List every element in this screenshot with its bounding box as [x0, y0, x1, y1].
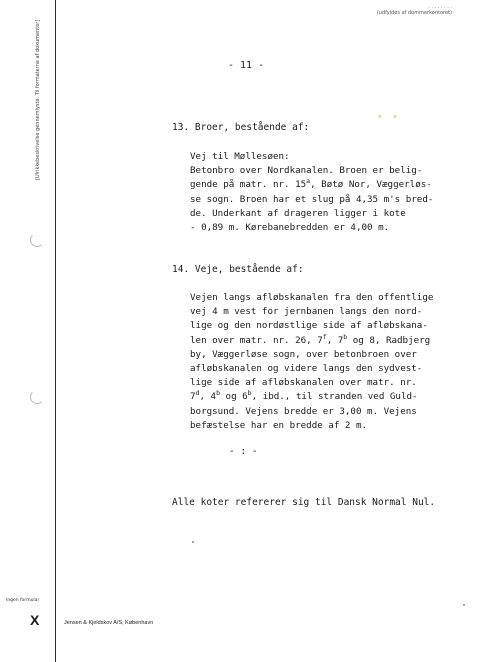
speck: [192, 541, 194, 543]
bottom-left-label: Ingen formular: [6, 598, 40, 603]
text-line: afløbskanalen og videre langs den sydvest-: [190, 363, 423, 375]
section-14-body: [190, 291, 433, 433]
text-line: de. Underkant af drageren ligger i kote: [190, 207, 406, 219]
text-line: Betonbro over Nordkanalen. Broen er belig-: [190, 165, 423, 177]
top-right-note: [377, 4, 452, 16]
speck: [463, 604, 465, 606]
top-right-dots: . . . . . . . .: [428, 4, 452, 10]
top-right-caption: (udfyldes af dommerkontoret): [376, 10, 452, 16]
punch-hole-mark: [30, 233, 44, 247]
page-number: - 11 -: [228, 60, 265, 71]
margin-vertical-note: [Ulrikkebeskrivelse gennemlyste. Til formaterne af dokumenter]: [35, 19, 41, 180]
text-line: lige side af afløbskanalen over matr. nr.: [190, 377, 417, 389]
printer-imprint: Jensen & Kjeldskov A/S, København: [64, 620, 154, 626]
section-13-body: [190, 150, 433, 235]
separator: - : -: [229, 446, 258, 457]
text-line: vej 4 m vest for jernbanen langs den nord-: [190, 306, 423, 318]
text-line: len over matr. nr. 26, 7$^f$, 7$^b$ og 8, Radbjerg: [190, 332, 431, 346]
text-line: lige og den nordøstlige side af afløbskana-: [190, 320, 428, 332]
footer-note: Alle koter refererer sig til Dansk Normal Nul.: [172, 497, 436, 508]
text-line: borgsund. Vejens bredde er 3,00 m. Vejens: [190, 405, 417, 417]
text-line: 7$^d$, 4$^b$ og 6$^b$, ibd., til stranden ved Guld-: [190, 389, 418, 403]
text-line: Vejen langs afløbskanalen fra den offentlige: [190, 292, 434, 303]
margin-line: [55, 0, 56, 662]
text-line: se sogn. Broen har et slug på 4,35 m's bred-: [190, 193, 434, 205]
punch-hole-mark: [30, 390, 44, 404]
text-line: by, Væggerløse sogn, over betonbroen over: [190, 348, 417, 360]
text-line: Vej til Møllesøen:: [190, 151, 290, 162]
text-line: - 0,89 m. Kørebanebredden er 4,00 m.: [190, 222, 390, 234]
faint-stamp: ● ●: [378, 113, 401, 120]
section-14-heading: 14. Veje, bestående af:: [172, 264, 304, 275]
text-line: befæstelse har en bredde af 2 m.: [190, 419, 368, 431]
text-line: gende på matr. nr. 15$^a$, Bøtø Nor, Væggerløs-: [190, 177, 432, 191]
x-mark: X: [30, 612, 40, 628]
section-13-heading: 13. Broer, bestående af:: [172, 122, 310, 133]
